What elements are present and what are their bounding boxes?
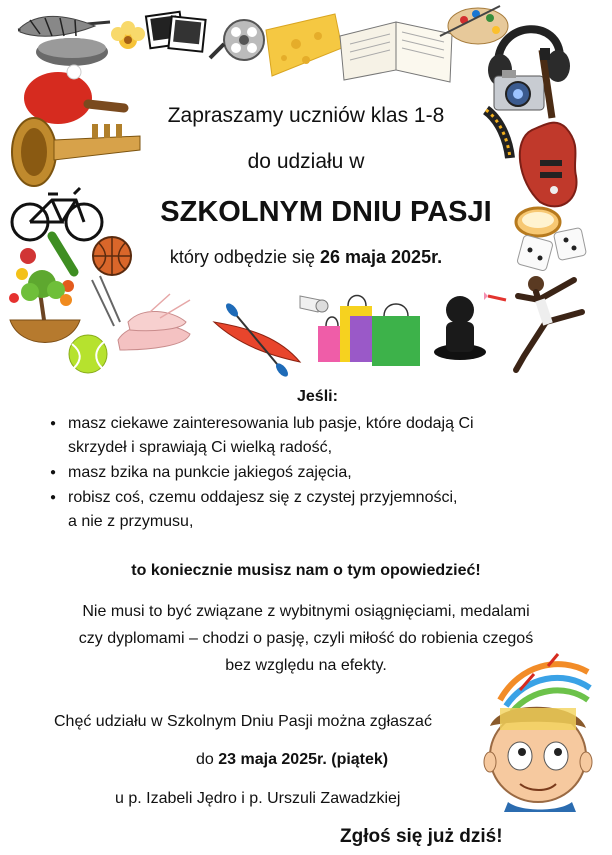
- bowl-icon: [36, 38, 108, 66]
- note-line-1: Nie musi to być związane z wybitnymi osiągnięciami, medalami: [82, 603, 530, 620]
- deadline-prefix: do: [196, 751, 219, 768]
- darts-icon: [484, 292, 506, 300]
- basketball-icon: [93, 237, 131, 275]
- invite-line-2: do udziału w: [247, 150, 365, 173]
- photos-icon: [146, 12, 206, 52]
- pingpong-icon: [24, 65, 124, 124]
- list-item: [46, 412, 516, 460]
- list-item-line: ● masz bzika na punkcie jakiegoś zajęcia,: [68, 464, 352, 481]
- paintbrushes-icon: [92, 276, 120, 326]
- event-date: 26 maja 2025r.: [319, 247, 443, 267]
- tennis-ball-icon: [69, 335, 107, 373]
- bonsai-icon: [9, 268, 80, 343]
- list-item-line: skrzydeł i sprawiają Ci wielką radość,: [68, 439, 333, 456]
- deadline-date: 23 maja 2025r. (piątek): [218, 751, 389, 768]
- event-date-line: [130, 247, 482, 268]
- bicycle-icon: [12, 188, 102, 240]
- registration-line: Chęć udziału w Szkolnym Dniu Pasji można zgłaszać: [54, 713, 432, 730]
- shuttlecock-icon: [300, 296, 328, 312]
- cheese-icon: [266, 14, 342, 76]
- list-item-line: a nie z przymusu,: [68, 513, 194, 530]
- chess-piece-icon: [434, 296, 486, 360]
- conditions-heading: Jeśli:: [297, 388, 338, 405]
- kayak-icon: [214, 301, 300, 378]
- camera-icon: [494, 70, 544, 110]
- boy-head-icon: [484, 654, 592, 812]
- event-date-prefix: który odbędzie się: [169, 247, 320, 267]
- trumpet-icon: [12, 118, 140, 186]
- tambourine-icon: [516, 208, 560, 236]
- list-item: [46, 486, 516, 534]
- registration-contact: u p. Izabeli Jędro i p. Urszuli Zawadzkiej: [115, 790, 401, 807]
- conditions-conclusion: to koniecznie musisz nam o tym opowiedzieć!: [131, 562, 481, 579]
- ballet-shoes-icon: [118, 294, 190, 350]
- event-title: SZKOLNYM DNIU PASJI: [160, 196, 492, 228]
- flower-icon: [111, 21, 145, 49]
- dancer-icon: [516, 276, 582, 370]
- film-reel-icon: [210, 20, 264, 60]
- registration-deadline: [196, 751, 388, 769]
- film-strip-icon: [486, 110, 510, 158]
- call-to-action: Zgłoś się już dziś!: [340, 826, 503, 847]
- note-line-2: czy dyplomami – chodzi o pasję, czyli miłość do robienia czegoś: [78, 630, 534, 647]
- book-icon: [340, 22, 452, 82]
- paintbrush-icon: [18, 16, 110, 36]
- note-line-3: bez względu na efekty.: [225, 657, 387, 674]
- shopping-bags-icon: [318, 296, 420, 367]
- list-item: [46, 461, 516, 485]
- list-item-line: ● robisz coś, czemu oddajesz się z czystej przyjemności,: [68, 489, 458, 506]
- invite-line-1: Zapraszamy uczniów klas 1-8: [167, 104, 445, 127]
- conditions-list: [46, 412, 516, 535]
- list-item-line: ● masz ciekawe zainteresowania lub pasje, które dodają Ci: [68, 415, 474, 432]
